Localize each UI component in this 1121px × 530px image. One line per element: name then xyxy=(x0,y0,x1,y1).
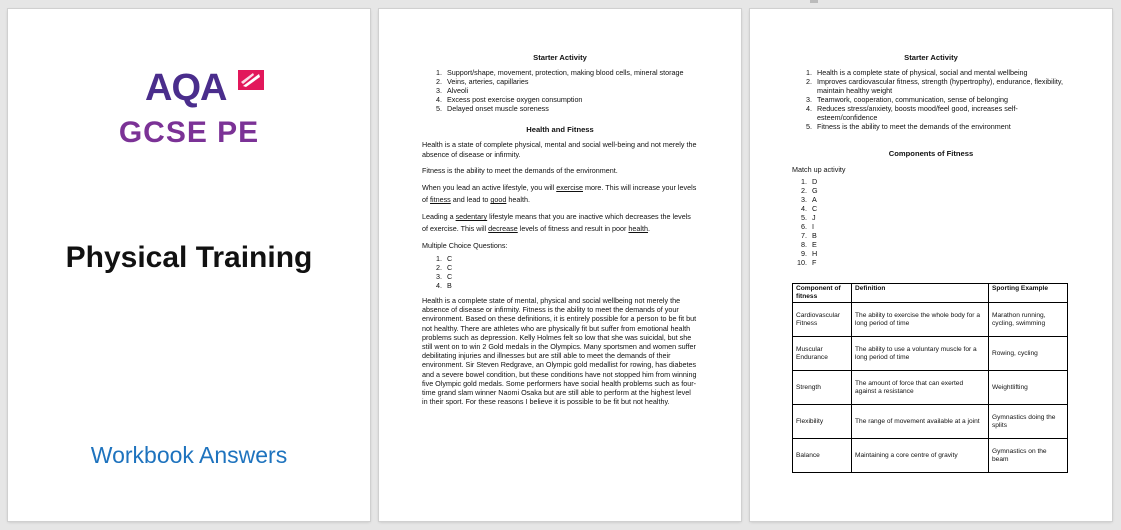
list-item: 4. B xyxy=(444,281,698,290)
match-answer-list xyxy=(792,177,1070,267)
list-item: 1. D xyxy=(809,177,1070,186)
list-item: 3. A xyxy=(809,195,1070,204)
list-item: 5. J xyxy=(809,213,1070,222)
answer-word: exercise xyxy=(556,183,583,192)
scroll-indicator xyxy=(810,0,818,3)
essay-paragraph: Health is a complete state of mental, physical and social wellbeing not merely the absence of disease or infirmity. Fitness is the ability to meet the demands of your environment. Based on these definitions, it is entirely possible for a person to be fit but not healthy. There are athletes who are physically fit but suffer from emotional health problems such as depression. Kelly Holmes felt so low that she was suicidal, but she still went on to win 2 Gold medals in the Olympics. Many sportsmen and women suffer debilitating injuries and illnesses but are still able to meet the demands of their environment. Sir Steven Redgrave, an Olympic gold medallist for rowing, has diabetes and a severe bowel condition, but these conditions have not stopped him from winning five Olympic gold medals. Some performers have social health problems such as four-time grand slam winner Naomi Osaka but are still able to perform at the highest level in their sport. For these reasons I believe it is possible to be fit but not healthy. xyxy=(422,296,697,407)
table-cell: Gymnastics on the beam xyxy=(989,439,1068,473)
list-item: 7. B xyxy=(809,231,1070,240)
table-cell: The range of movement available at a joint xyxy=(852,405,989,439)
answer-word: fitness xyxy=(430,195,451,204)
workbook-subtitle: Workbook Answers xyxy=(90,442,288,468)
list-item: 10. F xyxy=(809,258,1070,267)
table-cell: Cardiovascular Fitness xyxy=(793,303,852,337)
list-item: 2. Improves cardiovascular fitness, strength (hypertrophy), endurance, flexibility, maintain healthy weight xyxy=(814,77,1070,95)
sedentary-lifestyle-text: Leading a sedentary lifestyle means that you are inactive which decreases the levels of exercise. This will decrease levels of fitness and result in poor health. xyxy=(422,212,691,233)
table-row xyxy=(793,303,1068,337)
cover-page xyxy=(8,9,370,521)
list-item: 2. Veins, arteries, capillaries xyxy=(444,77,698,86)
list-item: 4. Reduces stress/anxiety, boosts mood/feel good, increases self-esteem/confidence xyxy=(814,104,1070,122)
table-cell: Flexibility xyxy=(793,405,852,439)
health-fitness-heading: Health and Fitness xyxy=(526,125,594,134)
list-item: 2. G xyxy=(809,186,1070,195)
list-item: 5. Fitness is the ability to meet the demands of the environment xyxy=(814,122,1070,131)
answers-page-3 xyxy=(750,9,1112,521)
aqa-logo xyxy=(145,67,269,109)
answer-word: sedentary xyxy=(455,212,488,221)
page-title: Physical Training xyxy=(65,241,313,274)
health-definition: Health is a state of complete physical, mental and social well-being and not merely the absence of disease or infirmity. xyxy=(422,140,697,159)
list-item: 1. C xyxy=(444,254,698,263)
table-cell: Marathon running, cycling, swimming xyxy=(989,303,1068,337)
table-cell: Gymnastics doing the splits xyxy=(989,405,1068,439)
list-item: 3. Alveoli xyxy=(444,86,698,95)
table-cell: The amount of force that can exerted against a resistance xyxy=(852,371,989,405)
table-header: Sporting Example xyxy=(989,284,1068,303)
course-title: GCSE PE xyxy=(118,116,260,149)
starter-answer-list xyxy=(792,68,1070,131)
list-item: 5. Delayed onset muscle soreness xyxy=(444,104,698,113)
list-item: 6. I xyxy=(809,222,1070,231)
list-item: 4. C xyxy=(809,204,1070,213)
table-row xyxy=(793,337,1068,371)
table-row xyxy=(793,439,1068,473)
list-item: 3. C xyxy=(444,272,698,281)
aqa-logo-mark-icon xyxy=(237,69,267,93)
list-item: 1. Health is a complete state of physical, social and mental wellbeing xyxy=(814,68,1070,77)
list-item: 2. C xyxy=(444,263,698,272)
starter-heading: Starter Activity xyxy=(533,53,587,62)
answers-page-2 xyxy=(379,9,741,521)
answer-word: decrease xyxy=(488,224,518,233)
answer-word: good xyxy=(490,195,507,204)
table-header: Component of fitness xyxy=(793,284,852,303)
mcq-answer-list xyxy=(422,254,698,290)
table-header-row xyxy=(793,284,1068,303)
list-item: 9. H xyxy=(809,249,1070,258)
table-header: Definition xyxy=(852,284,989,303)
mcq-label: Multiple Choice Questions: xyxy=(422,241,508,250)
table-cell: Maintaining a core centre of gravity xyxy=(852,439,989,473)
list-item: 1. Support/shape, movement, protection, making blood cells, mineral storage xyxy=(444,68,698,77)
starter-heading: Starter Activity xyxy=(904,53,958,62)
components-heading: Components of Fitness xyxy=(888,149,974,158)
match-up-label: Match up activity xyxy=(792,165,846,174)
table-cell: Balance xyxy=(793,439,852,473)
components-table xyxy=(792,283,1068,473)
table-cell: Muscular Endurance xyxy=(793,337,852,371)
table-row xyxy=(793,371,1068,405)
table-cell: The ability to use a voluntary muscle for a long period of time xyxy=(852,337,989,371)
table-cell: The ability to exercise the whole body for a long period of time xyxy=(852,303,989,337)
list-item: 8. E xyxy=(809,240,1070,249)
active-lifestyle-text: When you lead an active lifestyle, you will exercise more. This will increase your levels of fitness and lead to good health. xyxy=(422,183,697,204)
table-cell: Strength xyxy=(793,371,852,405)
answer-word: health xyxy=(628,224,649,233)
table-row xyxy=(793,405,1068,439)
fitness-definition: Fitness is the ability to meet the demands of the environment. xyxy=(422,166,618,175)
list-item: 4. Excess post exercise oxygen consumption xyxy=(444,95,698,104)
table-cell: Weightlifting xyxy=(989,371,1068,405)
table-cell: Rowing, cycling xyxy=(989,337,1068,371)
aqa-logo-text: AQA xyxy=(145,67,227,109)
list-item: 3. Teamwork, cooperation, communication, sense of belonging xyxy=(814,95,1070,104)
starter-answer-list xyxy=(422,68,698,113)
